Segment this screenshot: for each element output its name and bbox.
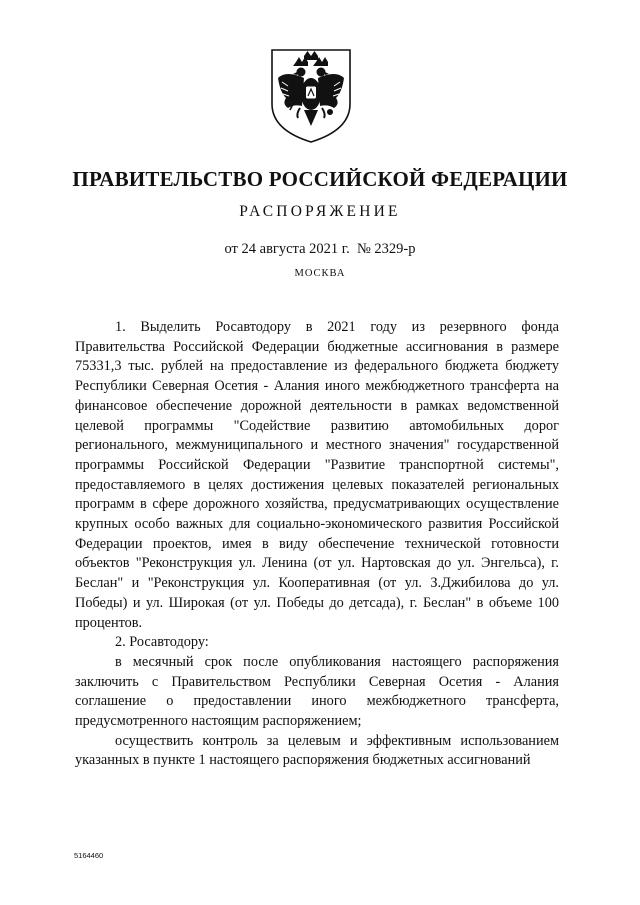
paragraph-3: в месячный срок после опубликования настоящего распоряжения заключить с Правительством Республики Северная Осетия - Алания соглашение о предоставлении иного межбюджетного трансферта, предусмотренного настоящим распоряжением;	[75, 653, 559, 730]
paragraph-1: 1. Выделить Росавтодору в 2021 году из резервного фонда Правительства Российской Федерации бюджетные ассигнования в размере 75331,3 тыс. рублей на предоставление из федерального бюджета бюджету Республики Северная Осетия - Алания иного межбюджетного трансферта на финансовое обеспечение дорожной деятельности в рамках ведомственной целевой программы "Содействие развитию автомобильных дорог регионального, межмуниципального и местного значения" государственной программы Российской Федерации "Развитие транспортной системы", предоставляемого в целях достижения целевых показателей региональных программ в сфере дорожного хозяйства, предусматривающих осуществление крупных особо важных для социально-экономического развития Российской Федерации проектов, имея в виду обеспечение технической готовности объектов "Реконструкция ул. Ленина (от ул. Нартовская до ул. Энгельса), г. Беслан" и "Реконструкция ул. Кооперативная (от ул. З.Джибилова до ул. Победы) и ул. Широкая (от ул. Победы до детсада), г. Беслан" в объеме 100 процентов.	[75, 319, 559, 631]
paragraph-4: осуществить контроль за целевым и эффективным использованием указанных в пункте 1 настоящего распоряжения бюджетных ассигнований	[75, 732, 559, 769]
document-type: РАСПОРЯЖЕНИЕ	[239, 203, 401, 220]
document-city: МОСКВА	[294, 268, 346, 279]
document-body	[75, 318, 559, 771]
paragraph-2: 2. Росавтодору:	[115, 634, 209, 651]
government-title: ПРАВИТЕЛЬСТВО РОССИЙСКОЙ ФЕДЕРАЦИИ	[72, 167, 568, 191]
coat-of-arms-icon	[266, 48, 356, 144]
document-code: 5164460	[74, 851, 104, 860]
document-date-number: от 24 августа 2021 г. № 2329-р	[224, 241, 416, 257]
